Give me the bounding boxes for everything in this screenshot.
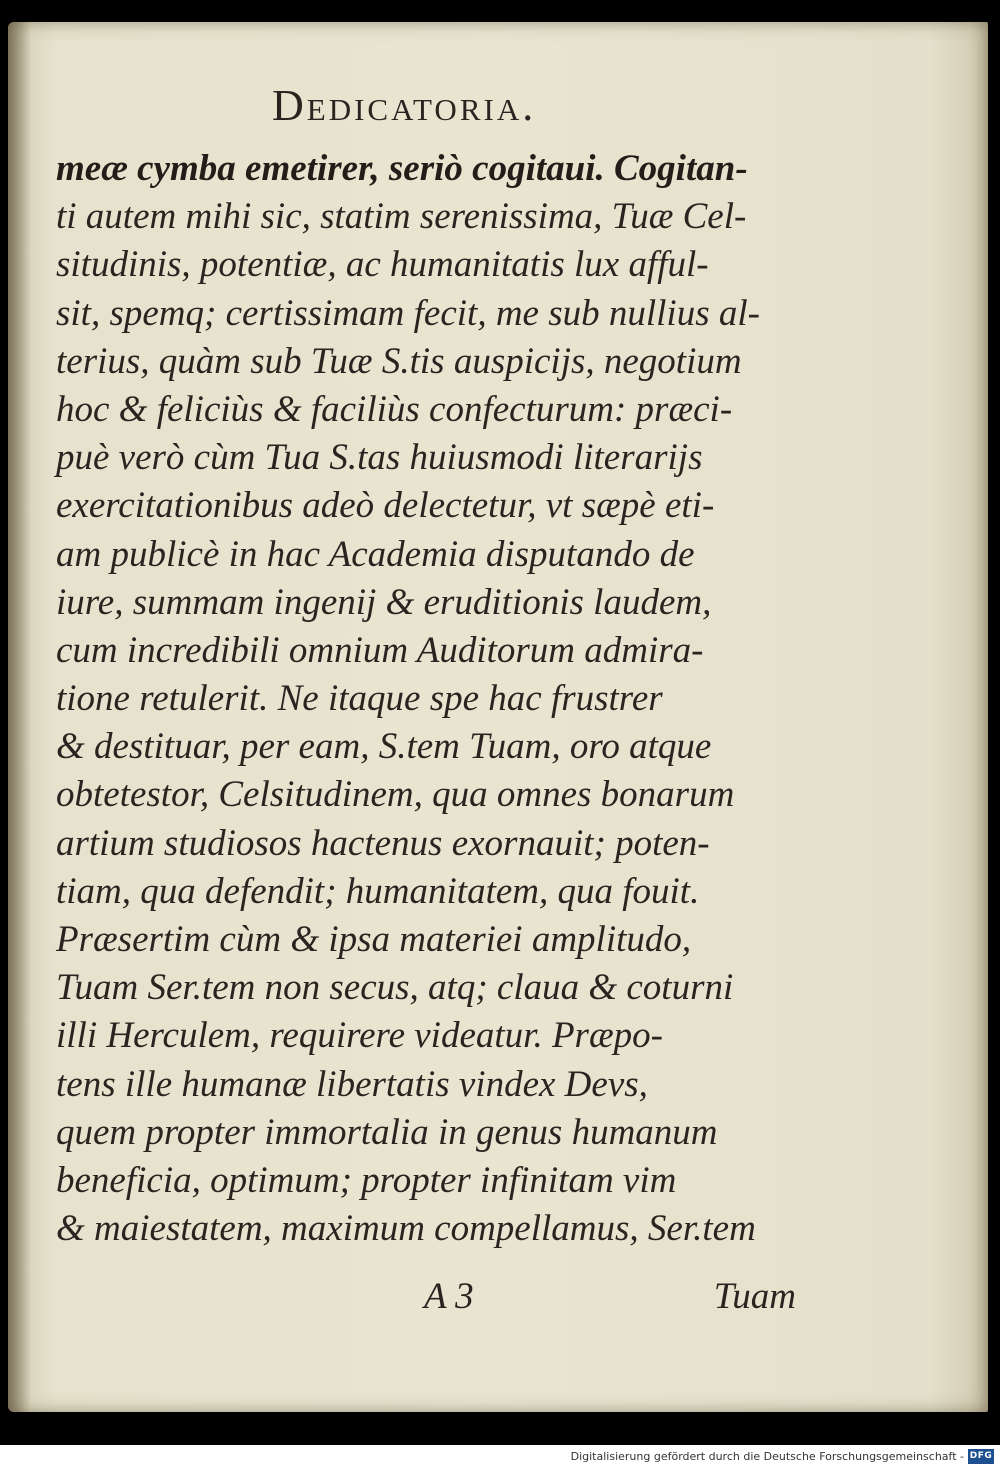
signature-mark: A 3 bbox=[424, 1276, 474, 1317]
running-header: Dedicatoria. bbox=[272, 81, 537, 130]
text-line: ti autem mihi sic, statim serenissima, Tuæ Cel- bbox=[56, 196, 747, 238]
text-line: am publicè in hac Academia disputando de bbox=[56, 533, 695, 575]
text-line: iure, summam ingenij & eruditionis laudem, bbox=[56, 581, 712, 623]
credit-bar bbox=[0, 1445, 1000, 1469]
text-line: tione retulerit. Ne itaque spe hac frustrer bbox=[56, 678, 663, 720]
text-line: illi Herculem, requirere videatur. Præpo- bbox=[56, 1015, 663, 1057]
text-line: puè verò cùm Tua S.tas huiusmodi literarijs bbox=[56, 437, 703, 479]
text-line: tiam, qua defendit; humanitatem, qua fouit. bbox=[56, 870, 700, 912]
text-line: situdinis, potentiæ, ac humanitatis lux afful- bbox=[56, 244, 709, 286]
text-line: sit, spemq; certissimam fecit, me sub nullius al- bbox=[56, 292, 760, 334]
page-footer bbox=[56, 1275, 796, 1325]
catchword: Tuam bbox=[713, 1276, 796, 1317]
text-line: obtetestor, Celsitudinem, qua omnes bonarum bbox=[56, 774, 735, 816]
text-line: meæ cymba emetirer, seriò cogitaui. Cogitan- bbox=[56, 148, 748, 189]
text-line: artium studiosos hactenus exornauit; poten- bbox=[56, 822, 710, 864]
text-line: quem propter immortalia in genus humanum bbox=[56, 1111, 718, 1153]
text-line: cum incredibili omnium Auditorum admira- bbox=[56, 629, 704, 671]
text-line: hoc & feliciùs & faciliùs confecturum: præci- bbox=[56, 388, 733, 430]
text-line: Tuam Ser.tem non secus, atq; claua & coturni bbox=[56, 967, 734, 1009]
text-line: & maiestatem, maximum compellamus, Ser.tem bbox=[56, 1208, 756, 1250]
text-line: beneficia, optimum; propter infinitam vim bbox=[56, 1159, 677, 1201]
page-gutter-shadow bbox=[8, 22, 30, 1412]
text-line: Præsertim cùm & ipsa materiei amplitudo, bbox=[56, 919, 692, 960]
text-line: terius, quàm sub Tuæ S.tis auspicijs, negotium bbox=[56, 340, 742, 382]
credit-text: Digitalisierung gefördert durch die Deutsche Forschungsgemeinschaft - bbox=[570, 1450, 964, 1463]
text-line: exercitationibus adeò delectetur, vt sæpè eti- bbox=[56, 485, 715, 527]
text-line: & destituar, per eam, S.tem Tuam, oro atque bbox=[56, 726, 712, 768]
text-line: tens ille humanæ libertatis vindex Devs, bbox=[56, 1063, 648, 1105]
dfg-logo-icon: DFG bbox=[968, 1449, 994, 1464]
page-body-text bbox=[56, 145, 816, 1253]
